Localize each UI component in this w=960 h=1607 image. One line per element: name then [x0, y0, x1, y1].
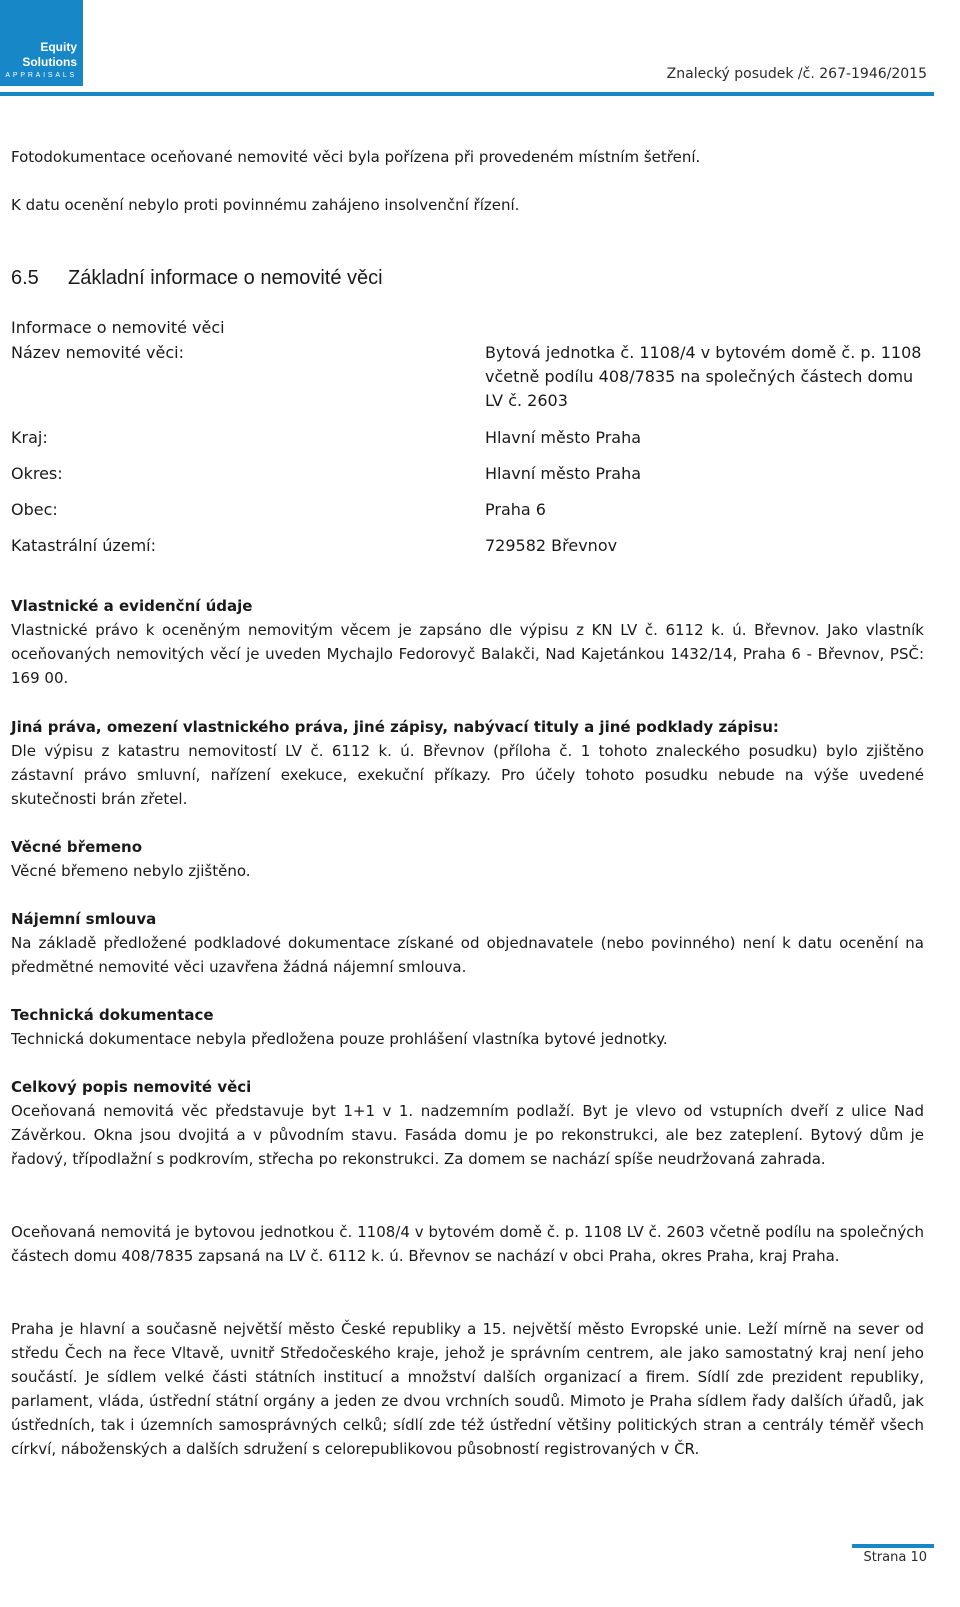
block-technical-docs	[11, 1003, 924, 1051]
block-ownership-text: Vlastnické právo k oceněným nemovitým věcem je zapsáno dle výpisu z KN LV č. 6112 k. ú. Břevnov. Jako vlastník oceňovaných nemovitých věcí je uveden Mychajlo Fedorovyč Balakči, Nad Kajetánkou 1432/14, Praha 6 - Břevnov, PSČ: 169 00.	[11, 621, 924, 687]
block-technical-docs-title: Technická dokumentace	[11, 1006, 214, 1024]
block-easement-title: Věcné břemeno	[11, 838, 143, 856]
value-region: Hlavní město Praha	[485, 428, 642, 447]
label-municipality: Obec:	[11, 500, 58, 519]
block-other-rights	[11, 715, 924, 811]
document-reference: Znalecký posudek /č. 267-1946/2015	[666, 66, 927, 82]
section-number: 6.5	[11, 267, 39, 289]
block-lease-title: Nájemní smlouva	[11, 910, 157, 928]
block-description	[11, 1075, 924, 1171]
page-number: Strana 10	[863, 1550, 927, 1565]
intro-insolvency-note: K datu ocenění nebylo proti povinnému zahájeno insolvenční řízení.	[11, 196, 520, 214]
intro-photo-note: Fotodokumentace oceňované nemovité věci byla pořízena při provedeném místním šetření.	[11, 148, 701, 166]
label-district: Okres:	[11, 464, 63, 483]
block-technical-docs-text: Technická dokumentace nebyla předložena pouze prohlášení vlastníka bytové jednotky.	[11, 1030, 668, 1048]
block-lease-text: Na základě předložené podkladové dokumentace získané od objednavatele (nebo povinného) není k datu ocenění na předmětné nemovité věci uzavřena žádná nájemní smlouva.	[11, 934, 924, 976]
section-title: Základní informace o nemovité věci	[68, 267, 383, 289]
paragraph-unit-location: Oceňovaná nemovitá je bytovou jednotkou č. 1108/4 v bytovém domě č. p. 1108 LV č. 2603 včetně podílu na společných částech domu 408/7835 zapsaná na LV č. 6112 k. ú. Břevnov se nachází v obci Praha, okres Praha, kraj Praha.	[11, 1223, 924, 1265]
logo-line-appraisals: APPRAISALS	[5, 72, 77, 79]
block-lease	[11, 907, 924, 979]
block-ownership-title: Vlastnické a evidenční údaje	[11, 597, 253, 615]
block-description-title: Celkový popis nemovité věci	[11, 1078, 252, 1096]
label-property-name: Název nemovité věci:	[11, 343, 184, 362]
block-ownership	[11, 594, 924, 690]
label-region: Kraj:	[11, 428, 48, 447]
header-rule	[0, 92, 934, 96]
logo-line-equity: Equity	[40, 40, 77, 54]
block-description-text: Oceňovaná nemovitá věc představuje byt 1+1 v 1. nadzemním podlaží. Byt je vlevo od vstupních dveří z ulice Nad Závěrkou. Okna jsou dvojitá a v původním stavu. Fasáda domu je po rekonstrukci, ale bez zateplení. Bytový dům je řadový, třípodlažní s podkrovím, střecha po rekonstrukci. Za domem se nachází spíše neudržovaná zahrada.	[11, 1102, 924, 1168]
footer-rule	[852, 1544, 934, 1548]
value-property-name: Bytová jednotka č. 1108/4 v bytovém domě č. p. 1108 včetně podílu 408/7835 na společných částech domu LV č. 2603	[485, 343, 922, 410]
value-cadastral-area: 729582 Břevnov	[485, 536, 618, 555]
info-heading: Informace o nemovité věci	[11, 318, 225, 337]
block-other-rights-title: Jiná práva, omezení vlastnického práva, jiné zápisy, nabývací tituly a jiné podklady zápisu:	[11, 718, 779, 736]
block-easement	[11, 835, 924, 883]
block-easement-text: Věcné břemeno nebylo zjištěno.	[11, 862, 251, 880]
logo-line-solutions: Solutions	[22, 55, 77, 69]
value-municipality: Praha 6	[485, 500, 546, 519]
company-logo	[0, 0, 83, 86]
section-heading	[11, 264, 383, 292]
paragraph-praha: Praha je hlavní a současně největší město České republiky a 15. největší město Evropské unie. Leží mírně na sever od středu Čech na řece Vltavě, uvnitř Středočeského kraje, jehož je správním centrem, ale jako samostatný kraj není jeho součástí. Je sídlem velké části státních institucí a množství dalších organizací a firem. Sídlí zde prezident republiky, parlament, vláda, ústřední státní orgány a jeden ze dvou vrchních soudů. Mimoto je Praha sídlem řady dalších úřadů, jak ústředních, tak i územních samosprávných celků; sídlí zde též ústřední většiny politických stran a centrály téměř všech církví, náboženských a dalších sdružení s celorepublikovou působností registrovaných v ČR.	[11, 1320, 924, 1458]
label-cadastral-area: Katastrální území:	[11, 536, 157, 555]
block-other-rights-text: Dle výpisu z katastru nemovitostí LV č. 6112 k. ú. Břevnov (příloha č. 1 tohoto znaleckého posudku) bylo zjištěno zástavní právo smluvní, nařízení exekuce, exekuční příkazy. Pro účely tohoto posudku nebude na výše uvedené skutečnosti brán zřetel.	[11, 742, 924, 808]
value-district: Hlavní město Praha	[485, 464, 642, 483]
